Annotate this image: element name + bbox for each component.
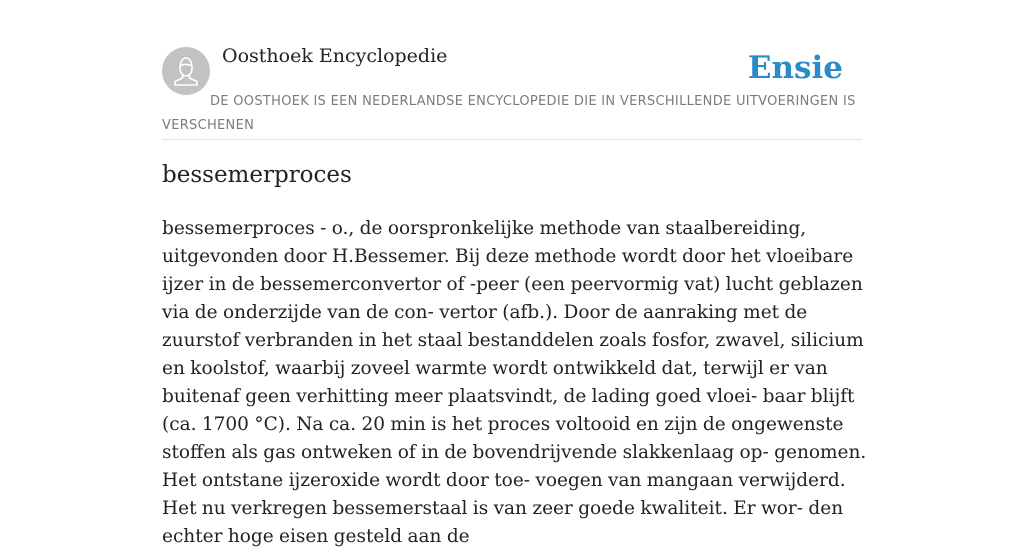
- source-title[interactable]: Oosthoek Encyclopedie: [222, 45, 448, 67]
- source-description: DE OOSTHOEK IS EEN NEDERLANDSE ENCYCLOPEDIE DIE IN VERSCHILLENDE UITVOERINGEN IS VERSCHENEN: [162, 94, 856, 133]
- source-header: [162, 40, 862, 140]
- article-body: bessemerproces - o., de oorspronkelijke methode van staalbereiding, uitgevonden door H.Bessemer. Bij deze methode wordt door het vloeibare ijzer in de bessemerconvertor of -peer (een peervormig vat) lucht geblazen via de onderzijde van de con- vertor (afb.). Door de aanraking met de zuurstof verbranden in het staal bestanddelen zoals fosfor, zwavel, silicium en koolstof, waarbij zoveel warmte wordt ontwikkeld dat, terwijl er van buitenaf geen verhitting meer plaatsvindt, de lading goed vloei- baar blijft (ca. 1700 °C). Na ca. 20 min is het proces voltooid en zijn de ongewenste stoffen als gas ontweken of in de bovendrijvende slakkenlaag op- genomen. Het ontstane ijzeroxide wordt door toe- voegen van mangaan verwijderd. Het nu verkregen bessemerstaal is van zeer goede kwaliteit. Er wor- den echter hoge eisen gesteld aan de: [162, 218, 867, 547]
- article-title: bessemerproces: [162, 162, 352, 188]
- source-avatar[interactable]: [162, 47, 210, 95]
- ensie-logo[interactable]: Ensie: [747, 50, 843, 86]
- user-outline-icon: [162, 47, 210, 95]
